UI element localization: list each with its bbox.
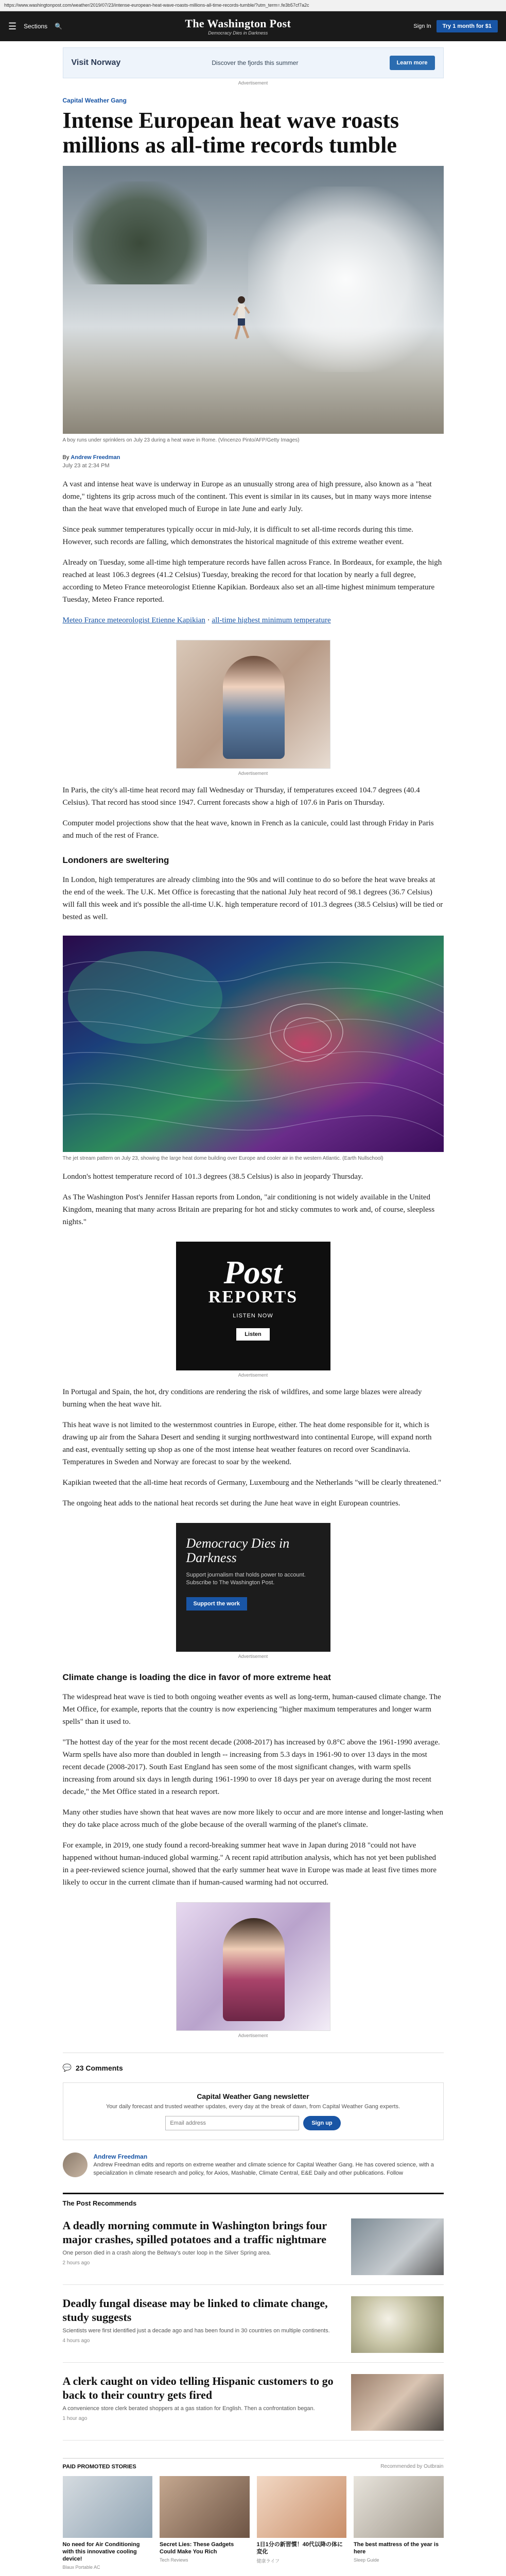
- author-bio: [63, 2153, 444, 2177]
- paid-grid: [63, 2476, 444, 2576]
- hero-caption: A boy runs under sprinklers on July 23 during a heat wave in Rome. (Vincenzo Pinto/AFP/Getty Images): [62, 437, 300, 443]
- recommended-item[interactable]: [63, 2374, 444, 2441]
- hero-image: [63, 166, 444, 434]
- min-temp-record-link[interactable]: all-time highest minimum temperature: [212, 616, 331, 624]
- paid-card-source: 健康ライフ: [256, 2558, 280, 2564]
- browser-url-bar[interactable]: https://www.washingtonpost.com/weather/2019/07/23/intense-european-heat-wave-roasts-millions-all-time-records-tumble/?utm_term=.fe3b57cf7a2c: [0, 0, 506, 11]
- nav-right: [413, 20, 498, 32]
- paid-card-caption: No need for Air Conditioning with this innovative cooling device!: [62, 2541, 140, 2562]
- paragraph-4: In Paris, the city's all-time heat record may fall Wednesday or Thursday, if temperatures exceed 104.7 degrees (40.4 Celsius). That record has stood since 1947. Current forecasts show a high of 107.6 in Paris on Thursday.: [62, 786, 420, 807]
- democracy-promo[interactable]: [176, 1523, 330, 1652]
- recommended-time: 2 hours ago: [62, 2260, 90, 2266]
- post-recommends: [63, 2193, 444, 2441]
- sections-button[interactable]: Sections: [24, 23, 48, 30]
- recommended-time: 4 hours ago: [62, 2338, 90, 2344]
- recommended-excerpt: Scientists were first identified just a decade ago and has been found in 30 countries on multiple continents.: [62, 2328, 330, 2334]
- paragraph-9: In Portugal and Spain, the hot, dry conditions are rendering the risk of wildfires, and some large blazes were already burning when the heat wave hit.: [62, 1388, 422, 1409]
- recommended-item[interactable]: [63, 2296, 444, 2363]
- paid-card-caption: 1日1分の新習慣！40代以降の体に変化: [256, 2541, 343, 2555]
- sign-in-link[interactable]: Sign In: [413, 23, 431, 29]
- subscribe-button[interactable]: Try 1 month for $1: [437, 20, 498, 32]
- post-recommends-title: The Post Recommends: [62, 2199, 137, 2207]
- author-bio-text-block: [94, 2153, 444, 2177]
- recommended-item-text: [63, 2296, 342, 2353]
- paragraph-11: Kapikian tweeted that the all-time heat records of Germany, Luxembourg and the Netherlands "will be clearly threatened.": [62, 1479, 442, 1487]
- paid-card-image: [257, 2476, 347, 2538]
- author-avatar: [63, 2153, 88, 2177]
- paid-card-source: Sleep Guide: [354, 2557, 379, 2563]
- paid-card-source: Tech Reviews: [160, 2557, 188, 2563]
- paragraph-7: London's hottest temperature record of 101.3 degrees (38.5 Celsius) is also in jeopardy Thursday.: [62, 1173, 363, 1181]
- recommended-thumbnail[interactable]: [351, 2218, 444, 2275]
- paid-card-caption: Secret Lies: These Gadgets Could Make You Rich: [160, 2541, 234, 2555]
- paid-title: PAID PROMOTED STORIES: [62, 2464, 136, 2470]
- subhead-climate: Climate change is loading the dice in favor of more extreme heat: [62, 1672, 331, 1682]
- nav-left: [8, 21, 62, 32]
- promo-listen-button[interactable]: Listen: [236, 1328, 269, 1341]
- ad-person: [223, 656, 285, 759]
- recommended-headline[interactable]: A deadly morning commute in Washington brings four major crashes, spilled potatoes and a traffic nightmare: [62, 2219, 327, 2246]
- comment-icon: 💬: [62, 2063, 72, 2072]
- promo-reports-wordmark: REPORTS: [208, 1287, 298, 1307]
- newsletter-signup: [63, 2082, 444, 2140]
- recommended-item-text: [63, 2374, 342, 2431]
- comments-button[interactable]: [63, 2063, 444, 2072]
- newsletter-email-input[interactable]: [165, 2116, 299, 2130]
- paragraph-16: For example, in 2019, one study found a record-breaking summer heat wave in Japan during 2018 "could not have happened without human-induced global warming." A recent rapid attribution analysis, which has not yet been published in a peer-reviewed science journal, showed that the early summer heat wave in Europe was made at least five times more likely to occur in the current climate than if human-caused warming had not occurred.: [62, 1841, 437, 1887]
- newsletter-signup-button[interactable]: Sign up: [303, 2116, 340, 2130]
- support-button[interactable]: Support the work: [186, 1597, 247, 1611]
- author-bio-name[interactable]: Andrew Freedman: [93, 2153, 148, 2160]
- newsletter-form: [73, 2116, 434, 2130]
- paid-card[interactable]: [354, 2476, 444, 2570]
- paid-card-source: Blaux Portable AC: [62, 2565, 100, 2570]
- recommended-item-text: [63, 2218, 342, 2275]
- ad-label-3: Advertisement: [238, 1372, 268, 1378]
- paragraph-1: A vast and intense heat wave is underway in Europe as an unusually strong area of high pressure, also known as a "heat dome," tightens its grip across much of the continent. This event is similar in its causes, but in many ways more intense than the heat wave that enveloped much of Europe in late June and early July.: [62, 480, 432, 513]
- mid-advertisement-1[interactable]: [176, 640, 330, 769]
- democracy-title: Democracy Dies in Darkness: [186, 1536, 290, 1565]
- paragraph-15: Many other studies have shown that heat waves are now more likely to occur and are more intense and longer-lasting when they do take place across much of the globe because of the overall warming of the planet's climate.: [62, 1808, 443, 1829]
- top-advertisement[interactable]: [63, 47, 444, 78]
- paid-header: [63, 2464, 444, 2470]
- author-bio-text: Andrew Freedman edits and reports on extreme weather and climate science for Capital Weather Gang. He has covered science, with a specialization in climate research and policy, for Axios, Mashable, Climate Central, E&E Daily and other publications. Follow: [93, 2162, 434, 2176]
- search-icon[interactable]: 🔍: [55, 23, 63, 30]
- byline-prefix: By: [62, 454, 69, 461]
- paragraph-2: Since peak summer temperatures typically occur in mid-July, it is difficult to set all-time records during this time. However, such records are falling, which demonstrates the historical magnitude of this extreme weather event.: [62, 526, 414, 546]
- hero-tree: [73, 181, 207, 284]
- publish-date: July 23 at 2:34 PM: [62, 463, 110, 469]
- promo-subtitle: LISTEN NOW: [233, 1313, 273, 1319]
- paragraph-5: Computer model projections show that the heat wave, known in French as la canicule, could last through Friday in Paris and much of the rest of France.: [62, 819, 434, 840]
- author-link[interactable]: Andrew Freedman: [71, 454, 120, 461]
- paid-card-image: [160, 2476, 250, 2538]
- ad-label-4: Advertisement: [238, 1654, 268, 1659]
- site-tagline: Democracy Dies in Darkness: [208, 30, 268, 36]
- recommended-excerpt: One person died in a crash along the Beltway's outer loop in the Silver Spring area.: [62, 2250, 271, 2256]
- newsletter-title: Capital Weather Gang newsletter: [197, 2092, 309, 2100]
- recommended-thumbnail[interactable]: [351, 2296, 444, 2353]
- paragraph-12: The ongoing heat adds to the national heat records set during the June heat wave in eight European countries.: [62, 1499, 400, 1507]
- newsletter-description: Your daily forecast and trusted weather updates, every day at the break of dawn, from Capital Weather Gang experts.: [106, 2104, 400, 2110]
- recommended-headline[interactable]: A clerk caught on video telling Hispanic customers to go back to their country gets fired: [62, 2375, 334, 2401]
- comments-count: 23 Comments: [75, 2063, 123, 2072]
- hero-water-spray: [248, 187, 444, 372]
- site-logo[interactable]: The Washington Post: [185, 17, 291, 30]
- paragraph-13: The widespread heat wave is tied to both ongoing weather events as well as long-term, human-caused climate change. The Met Office, for example, reports that the country is now experiencing "higher maximum temperatures and longer warm spells" than it used to.: [62, 1693, 441, 1726]
- ad-label-5: Advertisement: [238, 2033, 268, 2038]
- meteo-france-link[interactable]: Meteo France meteorologist Etienne Kapikian: [62, 616, 205, 624]
- ad-label: Advertisement: [238, 80, 268, 86]
- recommended-thumbnail[interactable]: [351, 2374, 444, 2431]
- democracy-subtitle: Support journalism that holds power to account. Subscribe to The Washington Post.: [186, 1572, 306, 1586]
- paid-card-image: [354, 2476, 444, 2538]
- jet-stream-map: [63, 936, 444, 1152]
- byline: [63, 453, 444, 470]
- hero-runner-figure: [233, 295, 250, 341]
- ad-label-2: Advertisement: [238, 771, 268, 776]
- paid-card-image: [63, 2476, 153, 2538]
- paragraph-8: As The Washington Post's Jennifer Hassan reports from London, "air conditioning is not widely available in the United Kingdom, meaning that many across Britain are preparing for hot and sticky commutes to work and, of course, sleepless nights.": [62, 1193, 435, 1226]
- recommended-excerpt: A convenience store clerk berated shoppers at a gas station for English. Then a confrontation began.: [62, 2405, 315, 2412]
- ad-brand: Visit Norway: [71, 58, 121, 67]
- jet-stream-map-svg: [63, 936, 444, 1152]
- ad-person-2: [223, 1918, 285, 2021]
- recommended-time: 1 hour ago: [62, 2416, 88, 2421]
- paid-attribution[interactable]: Recommended by Outbrain: [380, 2464, 444, 2469]
- recommended-item[interactable]: [63, 2218, 444, 2285]
- article-kicker[interactable]: Capital Weather Gang: [62, 97, 127, 104]
- paragraph-6: In London, high temperatures are already climbing into the 90s and will continue to do so before the heat wave breaks at the end of the week. The U.K. Met Office is forecasting that the national July heat record of 98.1 degrees (36.7 Celsius) will fall this week and it's possible the all-time U.K. high temperature record of 101.3 degrees (38.5 Celsius) will be tied or bested as well.: [62, 876, 443, 921]
- paid-card[interactable]: [160, 2476, 250, 2570]
- inline-links: Meteo France meteorologist Etienne Kapikian · all-time highest minimum temperature: [62, 616, 331, 624]
- post-reports-promo[interactable]: [176, 1242, 330, 1370]
- paid-card[interactable]: [63, 2476, 153, 2570]
- ad-cta-button[interactable]: Learn more: [390, 56, 435, 70]
- article: [63, 97, 444, 2576]
- article-headline: Intense European heat wave roasts millions as all-time records tumble: [62, 108, 399, 158]
- map-caption: The jet stream pattern on July 23, showing the large heat dome building over Europe and cooler air in the western Atlantic. (Earth Nullschool): [62, 1156, 383, 1161]
- promo-post-wordmark: Post: [223, 1254, 283, 1291]
- paid-card-caption: The best mattress of the year is here: [354, 2541, 439, 2555]
- paragraph-14: "The hottest day of the year for the most recent decade (2008-2017) has increased by 0.8°C above the 1961-1990 average. Warm spells have also more than doubled in length -- increasing from 5.3 days in 1961-90 to over 13 days in the most recent decade (2008-2017). South East England has seen some of the most significant changes, with warm spells increasing from around six days in length during 1961-1990 to over 18 days per year on average during the most recent decade," the Met Office stated in a research report.: [62, 1738, 440, 1796]
- paragraph-10: This heat wave is not limited to the westernmost countries in Europe, either. The heat dome responsible for it, which is drawing up air from the Sahara Desert and sending it surging northwestward into continental Europe, will expand north and east, eventually setting up shop as one of the most intense heat weather features on record over Scandinavia. Temperatures in Sweden and Norway are forecast to soar by the weekend.: [62, 1421, 432, 1466]
- recommended-headline[interactable]: Deadly fungal disease may be linked to climate change, study suggests: [62, 2297, 328, 2324]
- ad-text: Discover the fjords this summer: [212, 59, 299, 66]
- paid-card[interactable]: [257, 2476, 347, 2570]
- paragraph-3: Already on Tuesday, some all-time high temperature records have fallen across France. In Bordeaux, for example, the high reached at least 106.3 degrees (41.2 Celsius) Tuesday, breaking the record for that location by nearly a full degree, according to Meteo France meteorologist Etienne Kapikian. Bordeaux also set an all-time highest minimum temperature Tuesday, Meteo France reported.: [62, 558, 442, 604]
- menu-icon[interactable]: ☰: [8, 21, 17, 31]
- top-navigation: [0, 11, 506, 41]
- mid-advertisement-2[interactable]: [176, 1902, 330, 2031]
- paid-promoted-stories: [63, 2458, 444, 2576]
- nav-center: [185, 17, 291, 36]
- subhead-london: Londoners are sweltering: [62, 855, 169, 865]
